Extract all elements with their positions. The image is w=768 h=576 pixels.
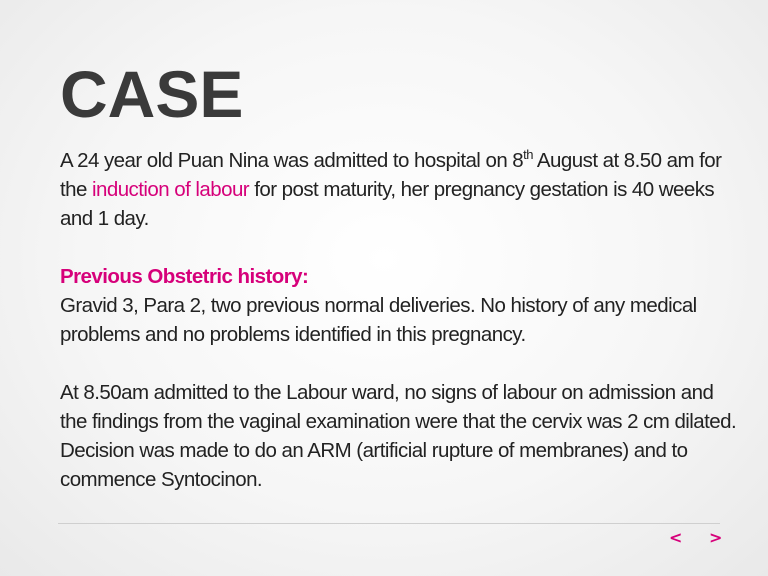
footer-divider xyxy=(58,523,720,524)
case-text-part3: for post maturity, her pregnancy gestation is 40 weeks and 1 day. xyxy=(60,178,715,230)
slide-content xyxy=(60,146,740,494)
history-paragraph: Gravid 3, Para 2, two previous normal deliveries. No history of any medical problems and no problems identified in this pregnancy. xyxy=(60,294,697,346)
case-text-part2: August at 8.50 am for the xyxy=(60,149,722,201)
chevron-left-icon: < xyxy=(669,528,683,547)
next-slide-button[interactable] xyxy=(703,526,728,550)
history-heading: Previous Obstetric history: xyxy=(60,265,309,288)
previous-slide-button[interactable] xyxy=(663,526,688,550)
slide-title: CASE xyxy=(60,57,244,131)
date-superscript: th xyxy=(523,147,533,163)
case-text-part1: A 24 year old Puan Nina was admitted to hospital on 8 xyxy=(60,149,524,172)
highlight-induction-of-labour: induction of labour xyxy=(92,178,250,201)
spacer xyxy=(60,233,740,262)
case-paragraph xyxy=(60,146,740,233)
chevron-right-icon: > xyxy=(709,528,723,547)
spacer xyxy=(60,349,740,378)
admission-paragraph: At 8.50am admitted to the Labour ward, no signs of labour on admission and the findings from the vaginal examination were that the cervix was 2 cm dilated. Decision was made to do an ARM (artificial rupture of membranes) and to commence Syntocinon. xyxy=(60,381,737,491)
